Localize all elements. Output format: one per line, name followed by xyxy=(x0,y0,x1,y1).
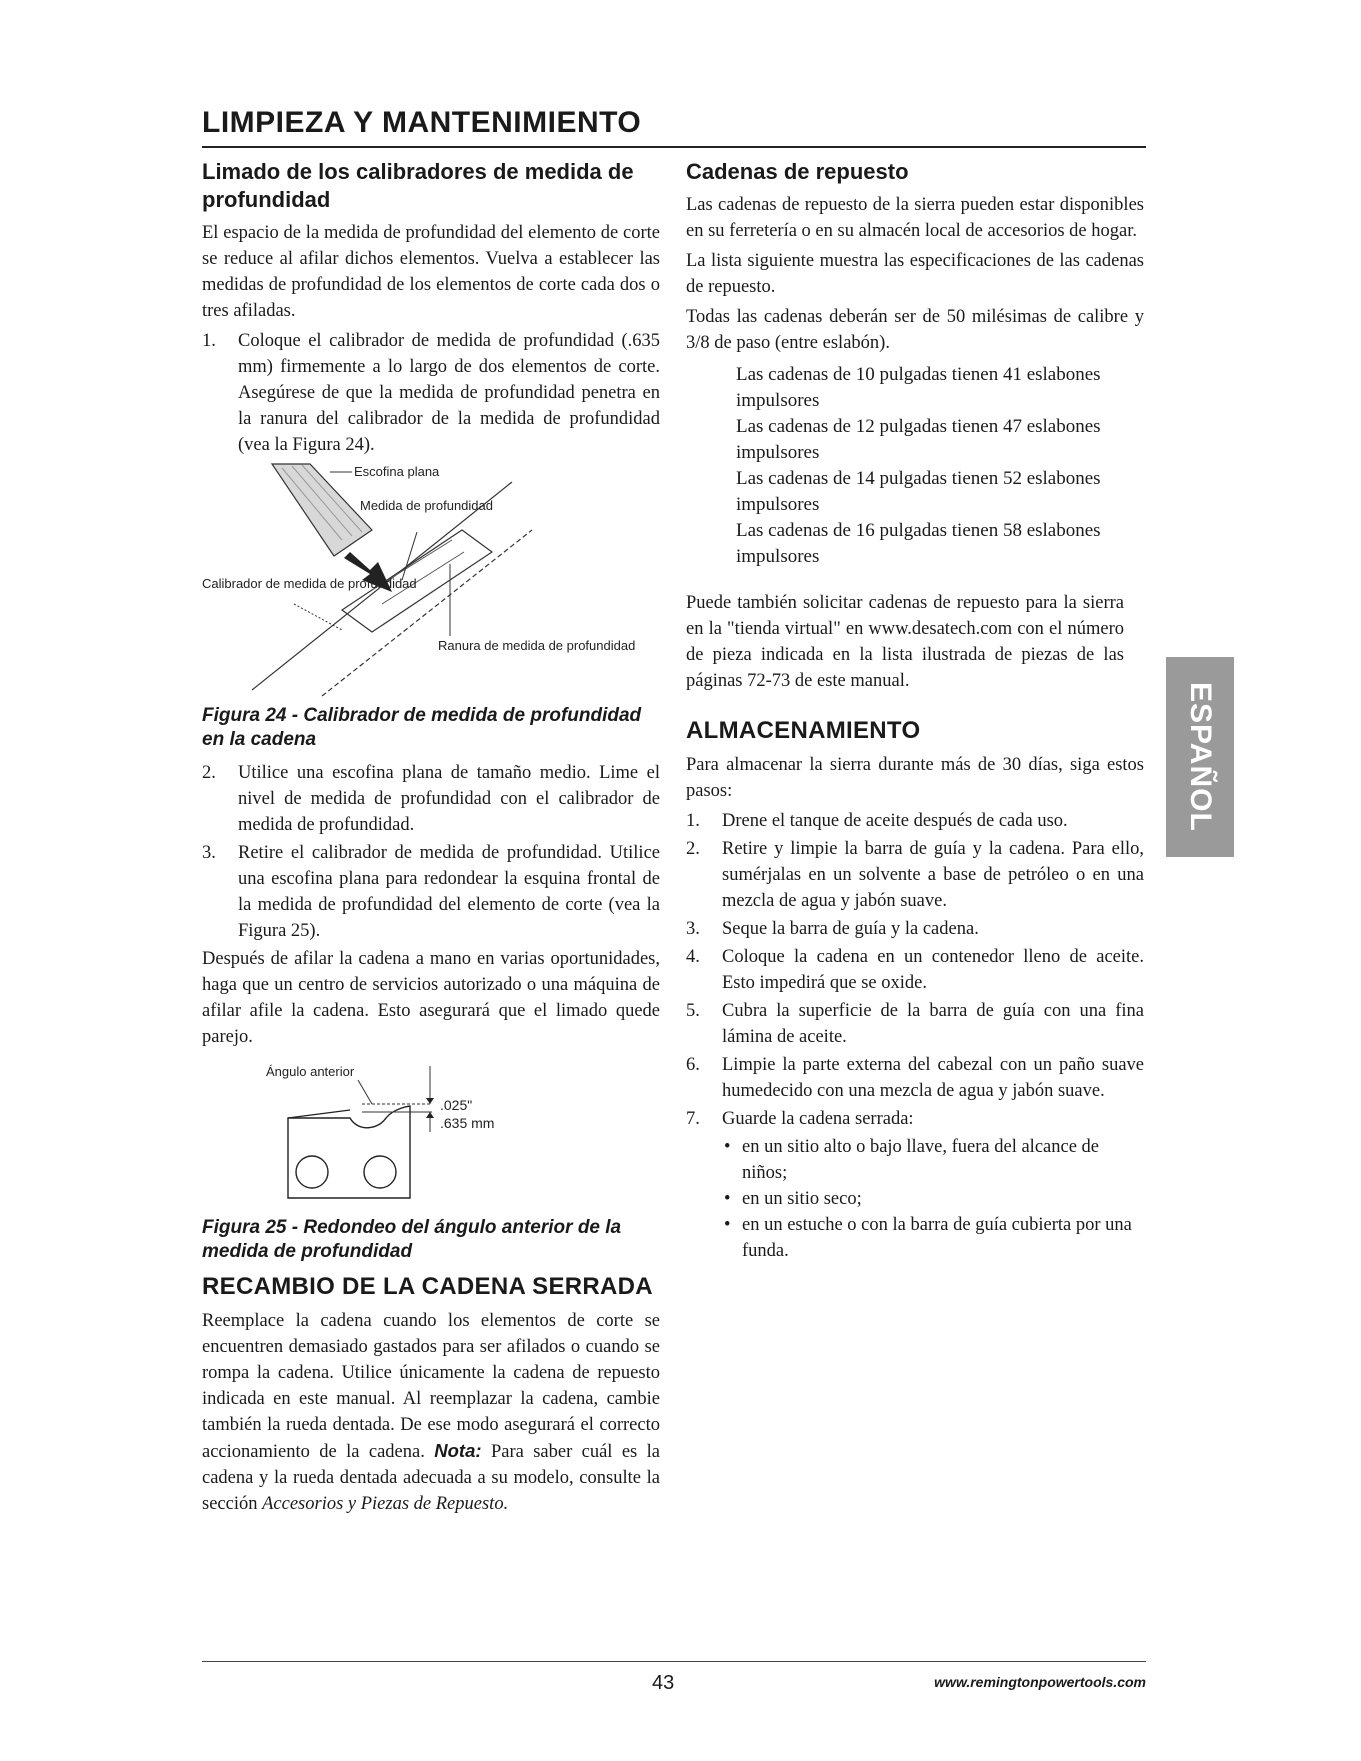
chain-spec-item: Las cadenas de 12 pulgadas tienen 47 eslabones impulsores xyxy=(736,416,1101,463)
step-number: 4. xyxy=(686,947,700,967)
page-number: 43 xyxy=(652,1672,675,1694)
figure-24-depth-gauge-diagram xyxy=(202,460,642,698)
section-chain-replacement-title: RECAMBIO DE LA CADENA SERRADA xyxy=(202,1273,653,1300)
step-item xyxy=(202,328,660,458)
language-label: ESPAÑOL xyxy=(1184,682,1217,832)
step-item xyxy=(686,916,1144,942)
footer-rule xyxy=(202,1661,1146,1662)
leader-line xyxy=(358,1080,372,1104)
title-rule xyxy=(202,146,1146,148)
step-item xyxy=(686,998,1144,1050)
step-text: Guarde la cadena serrada: xyxy=(722,1109,914,1129)
figure-25-rounding-diagram xyxy=(262,1060,522,1210)
list-item: • en un sitio alto o bajo llave, fuera del alcance de niños; xyxy=(722,1134,1144,1186)
step-item xyxy=(686,944,1144,996)
replacement-chains-p1: Las cadenas de repuesto de la sierra pueden estar disponibles en su ferretería o en su almacén local de accesorios de hogar. xyxy=(686,195,1144,241)
list-item: • en un estuche o con la barra de guía cubierta por una funda. xyxy=(722,1212,1144,1264)
chain-spec-item: Las cadenas de 10 pulgadas tienen 41 eslabones impulsores xyxy=(736,364,1101,411)
paragraph-after-sharpening: Después de afilar la cadena a mano en varias oportunidades, haga que un centro de servicios autorizado o una máquina de afilar afile la cadena. Esto asegurará que el limado quede parejo. xyxy=(202,949,660,1047)
right-column xyxy=(686,158,1144,1264)
chain-replacement-text-b: Para saber cuál es la cadena y la rueda dentada adecuada a su modelo, consulte la sección xyxy=(202,1442,661,1514)
storage-intro: Para almacenar la sierra durante más de 30 días, siga estos pasos: xyxy=(686,755,1144,801)
parts-section-reference: Accesorios y Piezas de Repuesto. xyxy=(262,1494,509,1514)
chain-specs-list xyxy=(736,362,1144,570)
label-flat-file: Escofina plana xyxy=(354,464,440,479)
figure-24-caption: Figura 24 - Calibrador de medida de profundidad en la cadena xyxy=(202,705,642,750)
step-item xyxy=(202,760,660,838)
footer-website: www.remingtonpowertools.com xyxy=(934,1674,1146,1690)
list-item: • en un sitio seco; xyxy=(722,1186,1144,1212)
step-text: Drene el tanque de aceite después de cada uso. xyxy=(722,811,1068,831)
label-inch-measure: .025" xyxy=(440,1097,473,1113)
step-number: 3. xyxy=(202,843,216,863)
step-number: 2. xyxy=(686,839,700,859)
arrow-down-icon xyxy=(426,1098,434,1104)
step-text: Coloque el calibrador de medida de profundidad (.635 mm) firmemente a lo largo de dos elementos de corte. Asegúrese de que la medida de profundidad penetra en la ranura del calibrador de la medida de profundidad (vea la Figura 24). xyxy=(238,331,660,455)
label-gauge-slot: Ranura de medida de profundidad xyxy=(438,638,636,653)
label-mm-measure: .635 mm xyxy=(440,1115,495,1131)
step-text: Coloque la cadena en un contenedor lleno de aceite. Esto impedirá que se oxide. xyxy=(722,947,1144,993)
leader-line xyxy=(294,604,342,630)
arrow-up-icon xyxy=(426,1112,434,1118)
step-number: 1. xyxy=(686,811,700,831)
leader-line xyxy=(402,532,417,580)
replacement-chains-p3: Todas las cadenas deberán ser de 50 milésimas de calibre y 3/8 de paso (entre eslabón). xyxy=(686,307,1144,353)
step-number: 7. xyxy=(686,1109,700,1129)
replacement-chains-p2: La lista siguiente muestra las especificaciones de las cadenas de repuesto. xyxy=(686,251,1144,297)
step-number: 6. xyxy=(686,1055,700,1075)
step-text: Utilice una escofina plana de tamaño medio. Lime el nivel de medida de profundidad con el calibrador de medida de profundidad. xyxy=(238,763,660,835)
step-text: Retire el calibrador de medida de profundidad. Utilice una escofina plana para redondear la esquina frontal de la medida de profundidad del elemento de corte (vea la Figura 25). xyxy=(238,843,660,941)
section-chain-replacement-text xyxy=(202,1308,660,1517)
section-replacement-chains-title: Cadenas de repuesto xyxy=(686,159,909,184)
step-item xyxy=(686,836,1144,914)
step-text: Seque la barra de guía y la cadena. xyxy=(722,919,979,939)
chain-spec-item: Las cadenas de 14 pulgadas tienen 52 eslabones impulsores xyxy=(736,468,1101,515)
step-number: 2. xyxy=(202,763,216,783)
step-number: 1. xyxy=(202,331,216,351)
figure-25-caption: Figura 25 - Redondeo del ángulo anterior de la medida de profundidad xyxy=(202,1217,622,1262)
section-storage-title: ALMACENAMIENTO xyxy=(686,717,921,744)
chain-spec-item: Las cadenas de 16 pulgadas tienen 58 eslabones impulsores xyxy=(736,520,1101,567)
step-item xyxy=(686,808,1144,834)
label-front-angle: Ángulo anterior xyxy=(266,1064,355,1079)
step-item xyxy=(686,1052,1144,1104)
cutter-illustration xyxy=(288,1106,410,1198)
section-depth-gauge-intro: El espacio de la medida de profundidad del elemento de corte se reduce al afilar dichos elementos. Vuelva a establecer las medidas de profundidad de los elementos de corte cada dos o tres afiladas. xyxy=(202,223,660,321)
language-side-tab-label xyxy=(1166,657,1234,857)
section-depth-gauge-title: Limado de los calibradores de medida de profundidad xyxy=(202,159,634,212)
chain-replacement-text-a: Reemplace la cadena cuando los elementos de corte se encuentren demasiado gastados para ser afilados o cuando se rompa la cadena. Utilice únicamente la cadena de repuesto indicada en este manual. Al reemplazar la cadena, cambie también la rueda dentada. De ese modo asegurará el correcto accionamiento de la cadena. xyxy=(202,1311,660,1462)
label-depth-gauge: Medida de profundidad xyxy=(360,498,493,513)
page-title: LIMPIEZA Y MANTENIMIENTO xyxy=(202,106,642,139)
step-item xyxy=(686,1106,1144,1132)
step-number: 5. xyxy=(686,1001,700,1021)
step-text: Cubra la superficie de la barra de guía con una fina lámina de aceite. xyxy=(722,1001,1144,1047)
storage-location-list xyxy=(722,1134,1144,1264)
step-item xyxy=(202,840,660,944)
note-label: Nota: xyxy=(434,1440,482,1461)
virtual-store-paragraph: Puede también solicitar cadenas de repuesto para la sierra en la "tienda virtual" en www.desatech.com con el número de pieza indicada en la lista ilustrada de piezas de las páginas 72-73 de este manual. xyxy=(686,593,1124,691)
step-text: Retire y limpie la barra de guía y la cadena. Para ello, sumérjalas en un solvente a base de petróleo o en una mezcla de agua y jabón suave. xyxy=(722,839,1144,911)
step-number: 3. xyxy=(686,919,700,939)
step-text: Limpie la parte externa del cabezal con un paño suave humedecido con una mezcla de agua y jabón suave. xyxy=(722,1055,1144,1101)
label-gauge-tool: Calibrador de medida de profundidad xyxy=(202,576,417,591)
left-column xyxy=(202,158,660,1521)
